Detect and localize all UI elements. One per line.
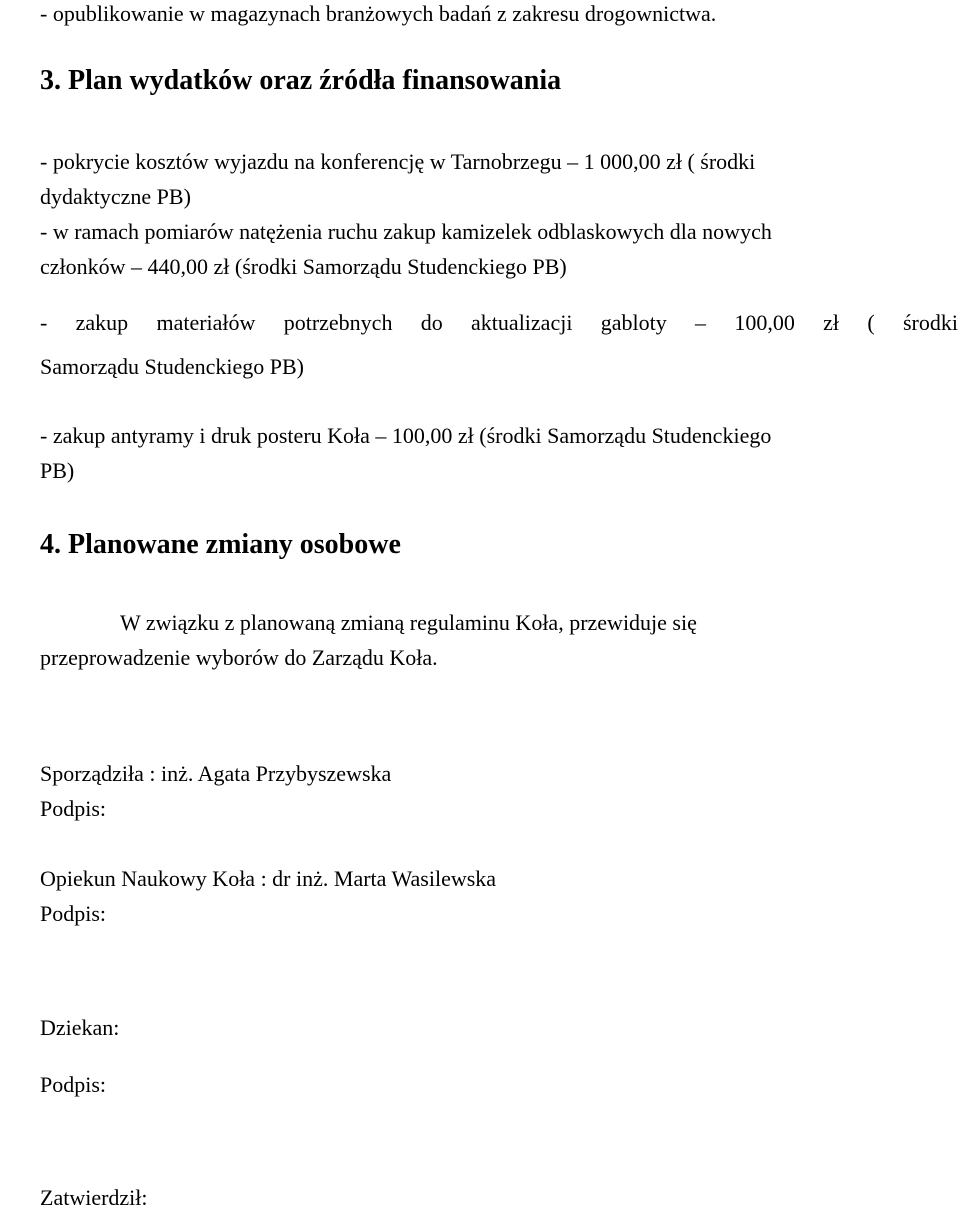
item-3-word: -: [40, 310, 48, 335]
section-4-title: 4. Planowane zmiany osobowe: [40, 529, 401, 560]
item-3-word: potrzebnych: [283, 310, 393, 335]
item-3-word: 100,00: [734, 310, 795, 335]
item-3-word: zł: [823, 310, 840, 335]
item-2-line-2: członków – 440,00 zł (środki Samorządu Studenckiego PB): [40, 254, 567, 279]
item-3-word: (: [867, 310, 875, 335]
item-3-word: do: [420, 310, 443, 335]
item-3-line-1: [40, 309, 958, 337]
item-2-line-1: - w ramach pomiarów natężenia ruchu zakup kamizelek odblaskowych dla nowych: [40, 219, 772, 244]
item-1-line-1: - pokrycie kosztów wyjazdu na konferencję w Tarnobrzegu – 1 000,00 zł ( środki: [40, 149, 756, 174]
item-3-word: –: [695, 310, 707, 335]
item-3-word: materiałów: [156, 310, 256, 335]
prepared-by: Sporządziła : inż. Agata Przybyszewska: [40, 761, 392, 786]
item-4-line-1: - zakup antyramy i druk posteru Koła – 100,00 zł (środki Samorządu Studenckiego: [40, 423, 772, 448]
signature-1-label: Podpis:: [40, 796, 107, 821]
item-3-word: środki: [902, 310, 958, 335]
supervisor: Opiekun Naukowy Koła : dr inż. Marta Wasilewska: [40, 866, 497, 891]
section-4-paragraph-line-1: W związku z planowaną zmianą regulaminu Koła, przewiduje się: [120, 610, 697, 635]
item-3-word: zakup: [75, 310, 129, 335]
signature-2-label: Podpis:: [40, 901, 107, 926]
item-4-line-2: PB): [40, 458, 75, 483]
item-3-word: gabloty: [600, 310, 667, 335]
approved-label: Zatwierdził:: [40, 1185, 148, 1210]
dean-label: Dziekan:: [40, 1015, 120, 1040]
signature-3-label: Podpis:: [40, 1072, 107, 1097]
section-3-title: 3. Plan wydatków oraz źródła finansowania: [40, 65, 562, 96]
top-line: - opublikowanie w magazynach branżowych badań z zakresu drogownictwa.: [40, 1, 717, 26]
item-3-word: aktualizacji: [471, 310, 573, 335]
document-page: [40, 0, 958, 1210]
section-4-paragraph-line-2: przeprowadzenie wyborów do Zarządu Koła.: [40, 645, 438, 670]
item-1-line-2: dydaktyczne PB): [40, 184, 191, 209]
item-3-line-2: Samorządu Studenckiego PB): [40, 354, 304, 379]
